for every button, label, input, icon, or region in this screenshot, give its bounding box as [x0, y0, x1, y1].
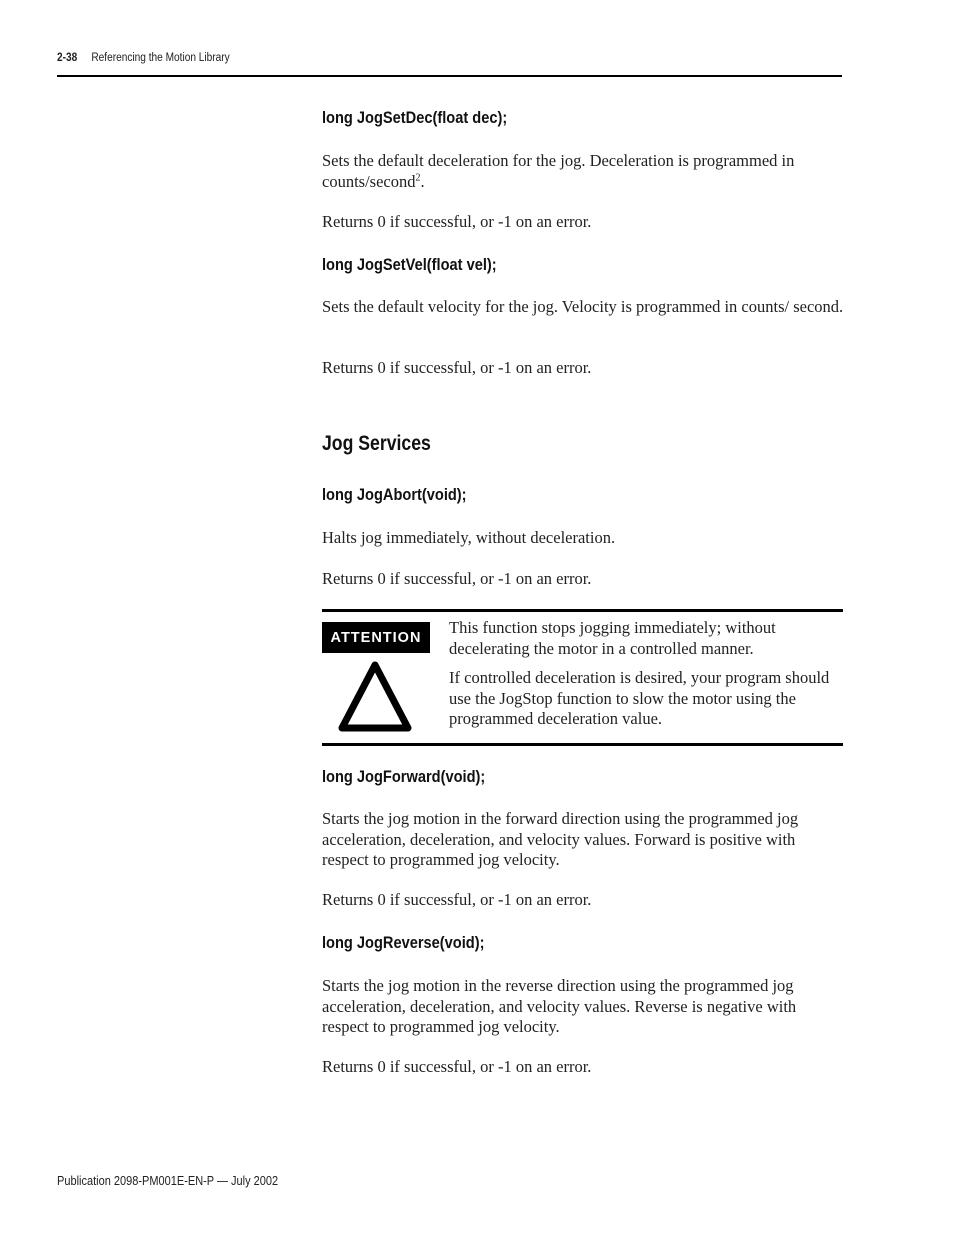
attention-bottom-rule — [322, 743, 843, 746]
attention-paragraph-1: This function stops jogging immediately; without decelerating the motor in a controlled manner. — [449, 618, 776, 658]
function-heading-jogreverse: long JogReverse(void); — [322, 933, 485, 952]
header-divider — [57, 75, 842, 77]
description-text: Sets the default deceleration for the jog. Deceleration is programmed in counts/second — [322, 151, 795, 191]
function-heading-jogsetdec: long JogSetDec(float dec); — [322, 108, 508, 127]
superscript: 2 — [415, 172, 421, 183]
attention-top-rule — [322, 609, 843, 612]
publication-footer: Publication 2098-PM001E-EN-P — July 2002 — [57, 1174, 279, 1188]
returns-jogabort: Returns 0 if successful, or -1 on an error. — [322, 569, 592, 588]
returns-jogforward: Returns 0 if successful, or -1 on an error. — [322, 890, 592, 909]
description-jogreverse: Starts the jog motion in the reverse direction using the programmed jog acceleration, deceleration, and velocity values. Reverse is negative with respect to programmed jog velocity. — [322, 976, 797, 1036]
returns-jogreverse: Returns 0 if successful, or -1 on an error. — [322, 1057, 592, 1076]
attention-badge: ATTENTION — [322, 622, 430, 653]
description-jogforward: Starts the jog motion in the forward direction using the programmed jog acceleration, deceleration, and velocity values. Forward is positive with respect to programmed jog velocity. — [322, 809, 799, 869]
description-tail: . — [420, 171, 425, 191]
function-heading-jogforward: long JogForward(void); — [322, 767, 486, 786]
page-number: 2-38 — [57, 52, 78, 64]
returns-jogsetdec: Returns 0 if successful, or -1 on an error. — [322, 212, 592, 231]
warning-triangle-icon — [336, 659, 414, 738]
description-jogsetvel: Sets the default velocity for the jog. Velocity is programmed in counts/ second. — [322, 297, 844, 316]
chapter-title: Referencing the Motion Library — [91, 52, 230, 64]
function-heading-jogabort: long JogAbort(void); — [322, 485, 467, 504]
description-jogabort: Halts jog immediately, without deceleration. — [322, 528, 616, 547]
section-title-jog-services: Jog Services — [322, 432, 431, 455]
page-header — [57, 52, 230, 64]
returns-jogsetvel: Returns 0 if successful, or -1 on an error. — [322, 358, 592, 377]
description-jogsetdec — [322, 151, 844, 192]
attention-paragraph-2: If controlled deceleration is desired, your program should use the JogStop function to slow the motor using the programmed deceleration value. — [449, 668, 830, 728]
function-heading-jogsetvel: long JogSetVel(float vel); — [322, 255, 497, 274]
